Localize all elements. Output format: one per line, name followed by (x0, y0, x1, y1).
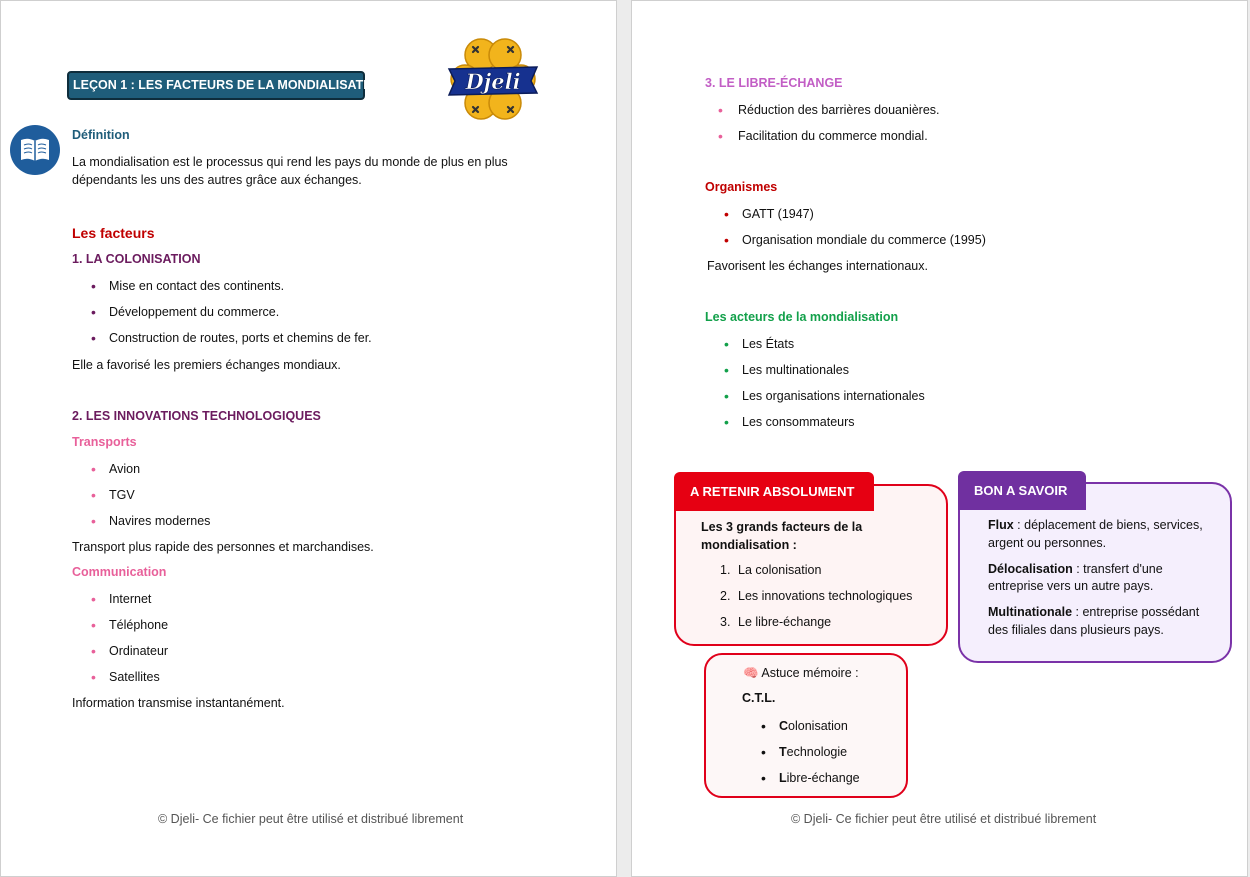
delocalisation-definition: Délocalisation : transfert d'une (988, 562, 1163, 576)
list-item: • Internet (91, 591, 152, 607)
innovations-heading: 2. LES INNOVATIONS TECHNOLOGIQUES (72, 409, 321, 423)
organisms-note: Favorisent les échanges internationaux. (707, 259, 928, 273)
list-item: • Libre-échange (761, 770, 860, 786)
flux-definition: Flux : déplacement de biens, services, (988, 518, 1203, 532)
list-item: • Ordinateur (91, 643, 169, 659)
list-item: • Développement du commerce. (91, 304, 280, 320)
definition-heading: Définition (72, 128, 130, 142)
footer: © Djeli- Ce fichier peut être utilisé et distribué librement (791, 812, 1097, 826)
transports-heading: Transports (72, 435, 137, 449)
list-item: • Navires modernes (91, 513, 211, 529)
definition-line-1: La mondialisation est le processus qui rend les pays du monde de plus en plus (72, 155, 508, 169)
bon-a-savoir-tab: BON A SAVOIR (958, 471, 1086, 510)
list-item: • Technologie (761, 744, 848, 760)
list-item: • Facilitation du commerce mondial. (718, 128, 928, 144)
book-icon (10, 125, 60, 175)
list-item: • Colonisation (761, 718, 848, 734)
multinationale-definition: Multinationale : entreprise possédant (988, 605, 1200, 619)
lesson-title: LEÇON 1 : LES FACTEURS DE LA MONDIALISATION (67, 71, 365, 100)
factors-heading: Les facteurs (72, 225, 155, 241)
memo-title: 🧠 Astuce mémoire : (743, 666, 859, 680)
logo-text: Djeli (465, 69, 521, 94)
list-item: • Organisation mondiale du commerce (1995) (724, 232, 986, 248)
delocalisation-definition-cont: entreprise vers un autre pays. (988, 579, 1154, 593)
multinationale-definition-cont: des filiales dans plusieurs pays. (988, 623, 1164, 637)
free-trade-heading: 3. LE LIBRE-ÉCHANGE (705, 76, 843, 90)
list-item: • Les organisations internationales (724, 388, 925, 404)
left-page (0, 0, 617, 877)
list-item: • Les consommateurs (724, 414, 855, 430)
list-item: • Mise en contact des continents. (91, 278, 285, 294)
colonisation-heading: 1. LA COLONISATION (72, 252, 201, 266)
flux-definition-cont: argent ou personnes. (988, 536, 1107, 550)
organisms-heading: Organismes (705, 180, 778, 194)
djeli-logo (445, 37, 541, 121)
retenir-intro-line-2: mondialisation : (701, 538, 797, 552)
right-page (631, 0, 1248, 877)
memo-acronym: C.T.L. (742, 691, 776, 705)
retenir-item: 2. Les innovations technologiques (720, 589, 913, 603)
communication-note: Information transmise instantanément. (72, 696, 285, 710)
list-item: • TGV (91, 487, 135, 503)
list-item: • Les multinationales (724, 362, 850, 378)
list-item: • Avion (91, 461, 141, 477)
list-item: • Téléphone (91, 617, 169, 633)
brain-icon: 🧠 (743, 666, 759, 680)
retenir-tab: A RETENIR ABSOLUMENT (674, 472, 874, 511)
definition-line-2: dépendants les uns des autres grâce aux échanges. (72, 173, 362, 187)
transports-note: Transport plus rapide des personnes et marchandises. (72, 540, 374, 554)
retenir-intro-line-1: Les 3 grands facteurs de la (701, 520, 863, 534)
retenir-item: 3. Le libre-échange (720, 615, 832, 629)
communication-heading: Communication (72, 565, 167, 579)
colonisation-note: Elle a favorisé les premiers échanges mondiaux. (72, 358, 341, 372)
retenir-item: 1. La colonisation (720, 563, 822, 577)
list-item: • GATT (1947) (724, 206, 814, 222)
list-item: • Les États (724, 336, 795, 352)
actors-heading: Les acteurs de la mondialisation (705, 310, 899, 324)
list-item: • Réduction des barrières douanières. (718, 102, 940, 118)
list-item: • Satellites (91, 669, 160, 685)
list-item: • Construction de routes, ports et chemins de fer. (91, 330, 372, 346)
footer: © Djeli- Ce fichier peut être utilisé et distribué librement (158, 812, 464, 826)
